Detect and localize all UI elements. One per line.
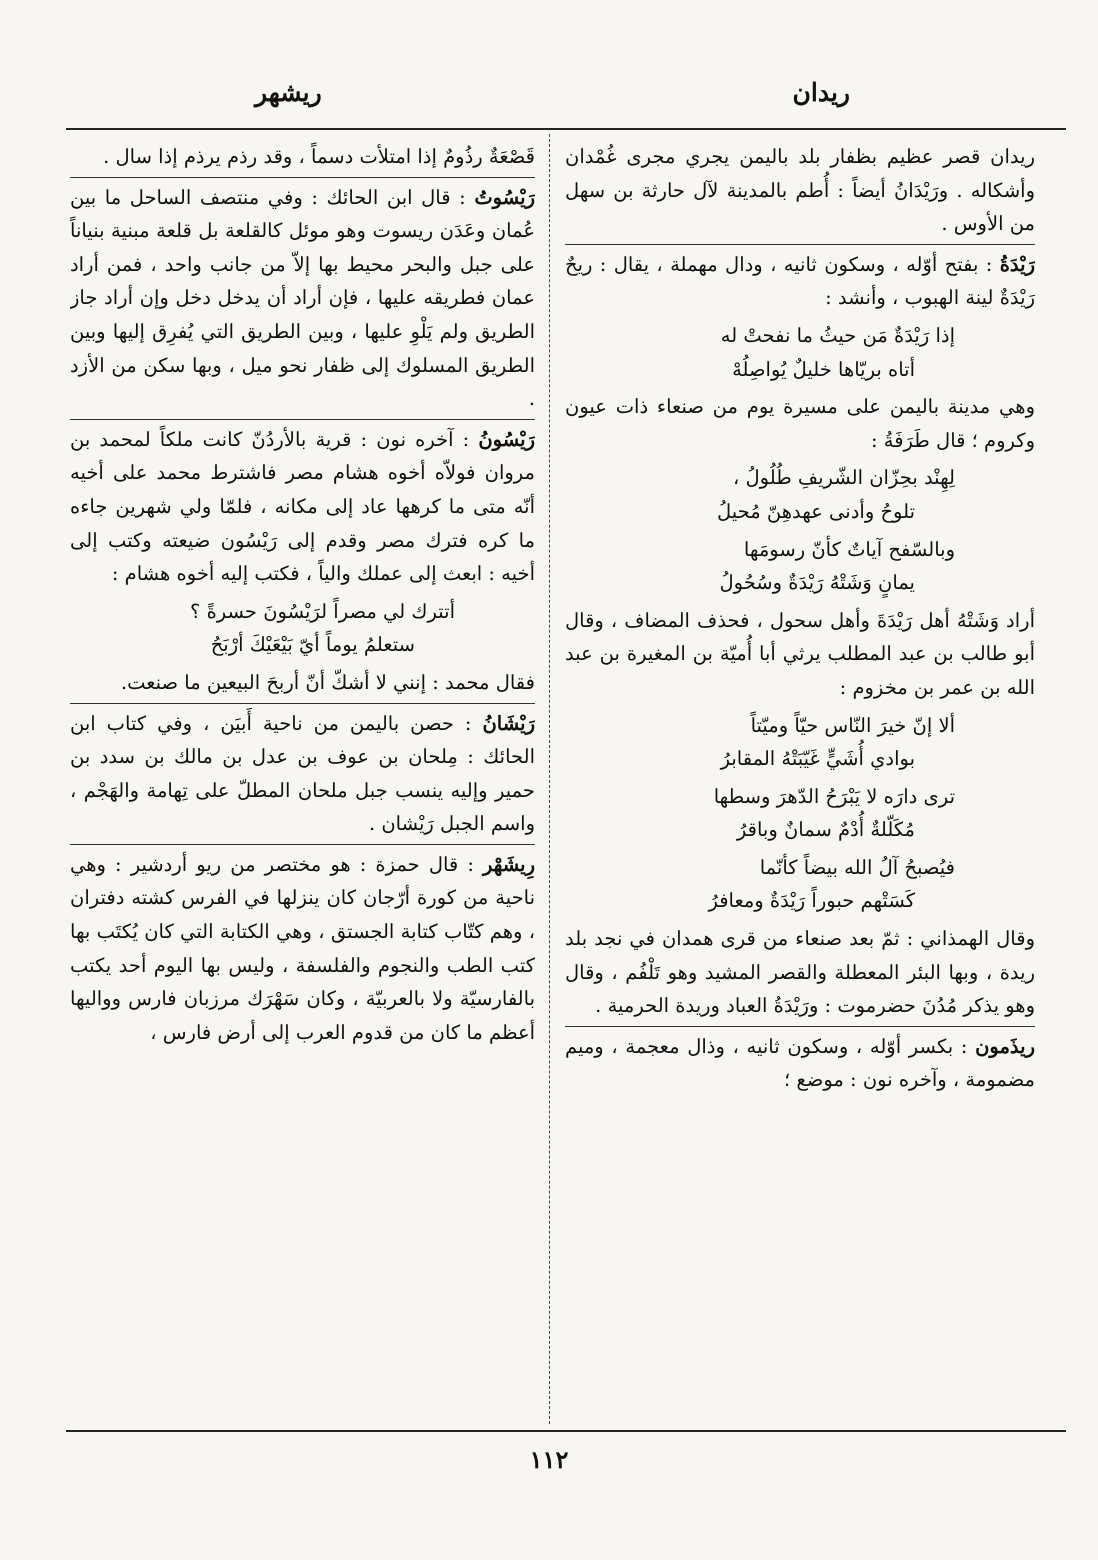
- head-word: رَيْدَةُ: [999, 252, 1035, 276]
- right-column: [565, 140, 1035, 1428]
- entry-text: فقال محمد : إنني لا أشكّ أنّ أربحَ البيعين ما صنعت.: [120, 670, 535, 694]
- head-word: رَيْسُوتُ: [474, 185, 535, 209]
- left-column: [70, 140, 535, 1428]
- entry-text: ريدان قصر عظيم بظفار بلد باليمن يجري مجرى غُمْدان وأشكاله . ورَيْدَانُ أيضاً : أُطم بالمدينة لآل حارثة بن سهل من الأوس .: [565, 145, 1035, 236]
- head-word: رَيْشَانُ: [482, 711, 535, 735]
- entry-text: : بفتح أوّله ، وسكون ثانيه ، ودال مهملة ، يقال : ريحٌ رَيْدَةٌ لينة الهبوب ، وأنشد :: [565, 252, 1035, 310]
- verse: [565, 461, 1035, 528]
- verse-line: ترى دارَه لا يَبْرَحُ الدّهرَ وسطها: [713, 784, 955, 808]
- entry-raysut: [70, 177, 535, 419]
- verse-line: أتترك لي مصراً لرَيْسُونَ حسرةً ؟: [190, 599, 455, 623]
- verse-line: ستعلمُ يوماً أيّ بَيْعَيْكَ أرْبَحُ: [210, 633, 415, 657]
- verse-line: تلوحُ وأدنى عهدهِنّ مُحيلُ: [716, 499, 915, 523]
- verse-line: كَسَتْهم حبوراً رَيْدَةٌ ومعافرُ: [708, 889, 915, 913]
- head-word: ريذَمون: [975, 1034, 1035, 1058]
- verse: [565, 780, 1035, 847]
- running-head-left: ريشهر: [255, 78, 322, 107]
- head-word: رِيشَهْر: [483, 852, 535, 876]
- verse-line: إذا رَيْدَةٌ مَن حيثُ ما نفحتْ له: [720, 323, 955, 347]
- entry-raysun: [70, 419, 535, 703]
- verse-line: يمانٍ وَشَتْهُ رَيْدَةٌ وسُحُولُ: [719, 571, 915, 595]
- entry-text: : حصن باليمن من ناحية أَبيَن ، وفي كتاب ابن الحائك : مِلحان بن عوف بن عدل بن مالك بن سدد بن حمير وإليه ينسب جبل ملحان المطلّ على تِهامة والهَجْم ، واسم الجبل رَيْشان .: [70, 711, 535, 836]
- verse-line: لِهِنْد بحِزّان الشّريفِ طُلُولُ ،: [733, 466, 955, 490]
- entry-text: : قال حمزة : هو مختصر من ريو أردشير : وهي ناحية من كورة أرّجان كان ينزلها في الفرس كشته دفتران ، وهم كتّاب كتابة الجستق ، وهي الكتابة التي كان يُكتَب بها كتب الطب والنجوم والفلسفة ، وليس بها اليوم أحد يكتب بالفارسيّة ولا بالعربيّة ، وكان سَهْرَك مرزبان فارس وواليها أعظم ما كان من قدوم العرب إلى أرض فارس ،: [70, 852, 535, 1044]
- entry-raydah: [565, 244, 1035, 1026]
- entry-raydhamun: [565, 1026, 1035, 1100]
- entry-text: : قال ابن الحائك : وفي منتصف الساحل ما بين عُمان وعَدَن ريسوت وهو موئل كالقلعة بل قلعة مبنية بنياناً على جبل والبحر محيط بها إلاّ من جانب واحد ، فمن أراد عمان فطريقه عليها ، فإن أراد أن يدخل دخل وإن أراد جاز الطريق ولم يَلْوِ عليها ، وبين الطريق التي يُفرِق إليها وبين الطريق المسلوك إلى ظفار نحو ميل ، وبها سكن من الأزد .: [70, 185, 535, 411]
- verse-line: ألا إنّ خيرَ النّاس حيّاً وميّتاً: [750, 713, 955, 737]
- top-rule: [66, 128, 1066, 130]
- verse: [565, 319, 1035, 386]
- verse-line: بوادي أُشَيٍّ غَيّبَتْهُ المقابرُ: [720, 747, 915, 771]
- verse: [565, 533, 1035, 600]
- verse-line: فيُصبحُ آلُ الله بيضاً كأنّما: [759, 855, 955, 879]
- running-head-right: ريدان: [792, 78, 850, 107]
- entry-text: أراد وَشَتْهُ أهل رَيْدَةَ وأهل سحول ، فحذف المضاف ، وقال أبو طالب بن عبد المطلب يرثي أبا أُميّة بن المغيرة بن عبد الله بن عمر بن مخزوم :: [565, 608, 1035, 699]
- column-divider: [549, 134, 550, 1424]
- verse-line: وبالسّفح آياتٌ كأنّ رسومَها: [743, 537, 955, 561]
- verse-line: مُكَلّلةٌ أُدْمٌ سمانٌ وباقرُ: [736, 818, 915, 842]
- entry-text: : بكسر أوّله ، وسكون ثانيه ، وذال معجمة ، وميم مضمومة ، وآخره نون : موضع ؛: [565, 1034, 1035, 1092]
- entry-text: وقال الهمذاني : ثمّ بعد صنعاء من قرى همدان في نجد بلد ريدة ، وبها البئر المعطلة والقصر المشيد وهو تَلْفُم ، وقال وهو يذكر مُدُنَ حضرموت : ورَيْدَةُ العباد وريدة الحرمية .: [565, 927, 1035, 1018]
- verse: [565, 851, 1035, 918]
- verse: [70, 595, 535, 662]
- entry-continuation: [70, 140, 535, 177]
- entry-rishahr: [70, 844, 535, 1053]
- head-word: رَيْسُونُ: [478, 427, 535, 451]
- entry-text: وهي مدينة باليمن على مسيرة يوم من صنعاء ذات عيون وكروم ؛ قال طَرَفَةُ :: [565, 395, 1035, 452]
- entry-rayshan: [70, 703, 535, 844]
- entry-text: : آخره نون : قرية بالأردُنّ كانت ملكاً لمحمد بن مروان فولاّه أخوه هشام مصر فاشترط محمد على أخيه أنّه متى ما كرهها عاد إلى مكانه ، فلمّا ولي شهرين جاءه ما كره فترك مصر وقدم إلى رَيْسُون ضيعته وكتب إلى أخيه : ابعث إلى عملك والياً ، فكتب إليه أخوه هشام :: [70, 427, 535, 586]
- entry-text: قَصْعَةٌ رذُومٌ إذا امتلأت دسماً ، وقد رذم يرذم إذا سال .: [103, 145, 535, 168]
- verse-line: أتاه بريّاها خليلٌ يُواصِلُهْ: [732, 357, 915, 381]
- verse: [565, 709, 1035, 776]
- bottom-rule: [66, 1430, 1066, 1432]
- entry-raydan: [565, 140, 1035, 244]
- page-number: ١١٢: [529, 1445, 569, 1474]
